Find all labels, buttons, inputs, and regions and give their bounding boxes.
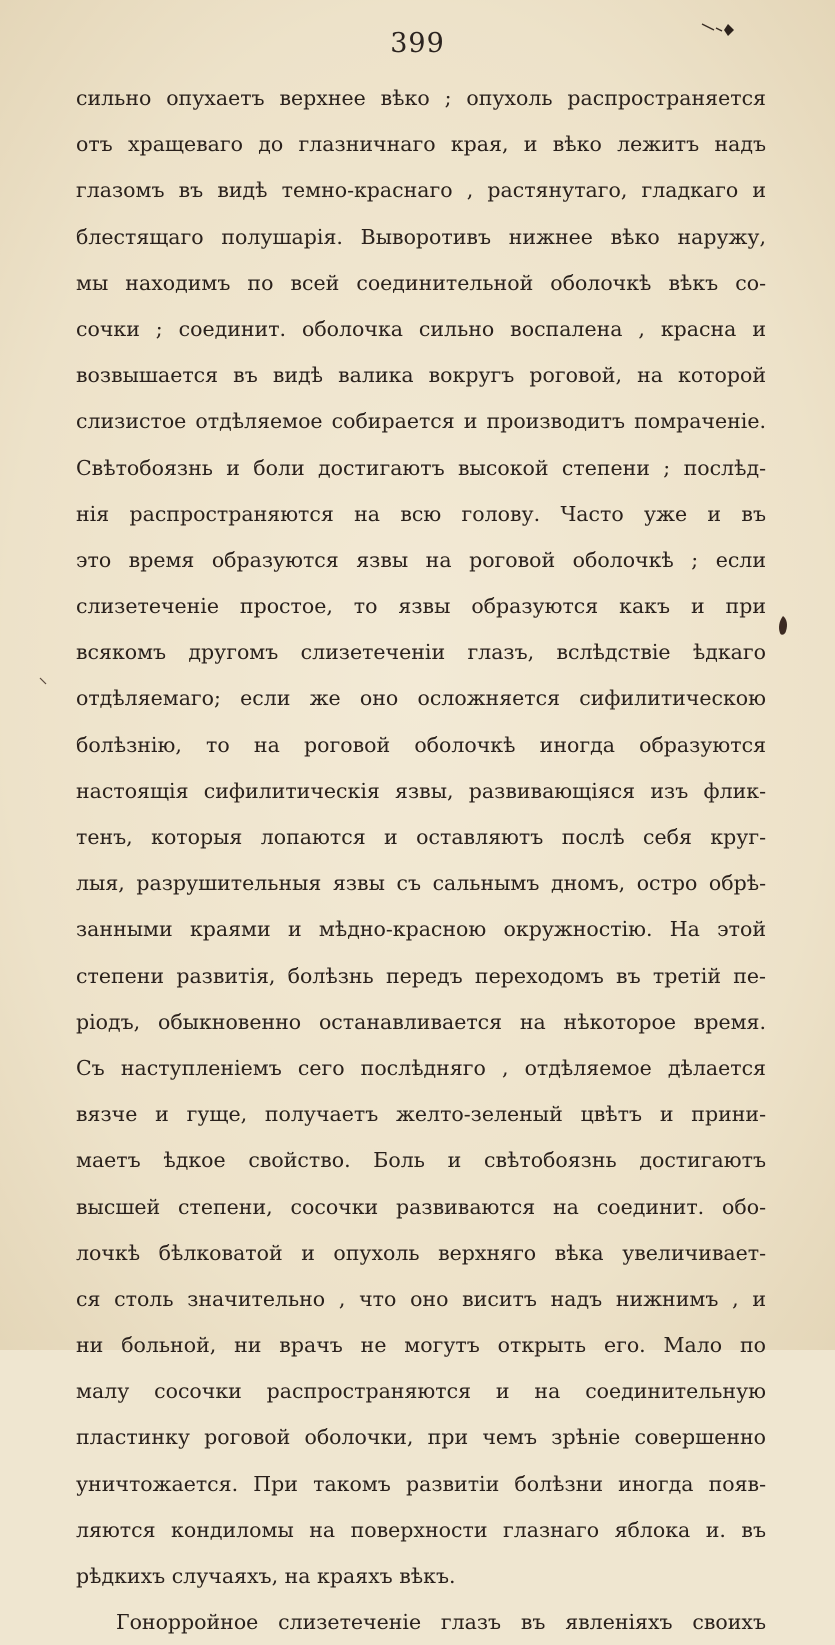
text-line: ся столь значительно , что оно виситъ надъ нижнимъ , и [76,1286,766,1311]
margin-tick-icon [38,676,48,686]
text-line: Свѣтобоязнь и боли достигаютъ высокой степени ; послѣд- [76,455,766,480]
text-line: возвышается въ видѣ валика вокругъ роговой, на которой [76,363,766,388]
text-line: блестящаго полушарія. Выворотивъ нижнее вѣко наружу, [76,224,766,249]
printer-ornament-icon [700,18,740,42]
text-line: сильно опухаетъ верхнее вѣко ; опухоль распространяется [76,86,766,110]
text-line: высшей степени, сосочки развиваются на соединит. обо- [76,1194,766,1219]
text-line: малу сосочки распространяются и на соединительную [76,1379,766,1404]
text-line: это время образуются язвы на роговой оболочкѣ ; если [76,547,766,572]
text-line-paragraph-start: Гонорройное слизетеченіе глазъ въ явленіяхъ своихъ [116,1610,766,1635]
body-text [76,75,766,1645]
text-line: Съ наступленіемъ сего послѣдняго , отдѣляемое дѣлается [76,1055,766,1080]
text-line: пластинку роговой оболочки, при чемъ зрѣніе совершенно [76,1425,766,1450]
ink-blot-icon [777,615,789,637]
text-line: лыя, разрушительныя язвы съ сальнымъ дномъ, остро обрѣ- [76,871,766,896]
text-line: вязче и гуще, получаетъ желто-зеленый цвѣтъ и прини- [76,1102,766,1127]
text-line: уничтожается. При такомъ развитіи болѣзни иногда появ- [76,1471,766,1496]
text-line: отдѣляемаго; если же оно осложняется сифилитическою [76,686,766,711]
text-line: тенъ, которыя лопаются и оставляютъ послѣ себя круг- [76,825,766,849]
text-line: всякомъ другомъ слизетеченіи глазъ, вслѣдствіе ѣдкаго [76,640,766,665]
text-line: лочкѣ бѣлковатой и опухоль верхняго вѣка увеличивает- [76,1240,766,1265]
text-line: болѣзнію, то на роговой оболочкѣ иногда образуются [76,732,766,757]
text-line: степени развитія, болѣзнь передъ переходомъ въ третій пе- [76,963,766,988]
page-number: 399 [390,28,445,59]
text-line: мы находимъ по всей соединительной оболочкѣ вѣкъ со- [76,270,766,295]
text-line: отъ хращеваго до глазничнаго края, и вѣко лежитъ надъ [76,132,766,157]
text-line: занными краями и мѣдно-красною окружностію. На этой [76,917,766,942]
text-line: настоящія сифилитическія язвы, развивающіяся изъ флик- [76,778,766,803]
text-line: глазомъ въ видѣ темно-краснаго , растянутаго, гладкаго и [76,178,766,203]
text-line: сочки ; соединит. оболочка сильно воспалена , красна и [76,316,766,341]
text-line: ріодъ, обыкновенно останавливается на нѣкоторое время. [76,1009,766,1034]
text-line: нія распространяются на всю голову. Часто уже и въ [76,501,766,526]
text-line: рѣдкихъ случаяхъ, на краяхъ вѣкъ. [76,1564,456,1588]
text-line: ляются кондиломы на поверхности глазнаго яблока и. въ [76,1517,766,1542]
text-line: слизетеченіе простое, то язвы образуются какъ и при [76,594,766,619]
text-line: слизистое отдѣляемое собирается и производитъ помраченіе. [76,409,766,434]
text-line: ни больной, ни врачъ не могутъ открыть его. Мало по [76,1333,766,1358]
text-line: маетъ ѣдкое свойство. Боль и свѣтобоязнь достигаютъ [76,1148,766,1173]
